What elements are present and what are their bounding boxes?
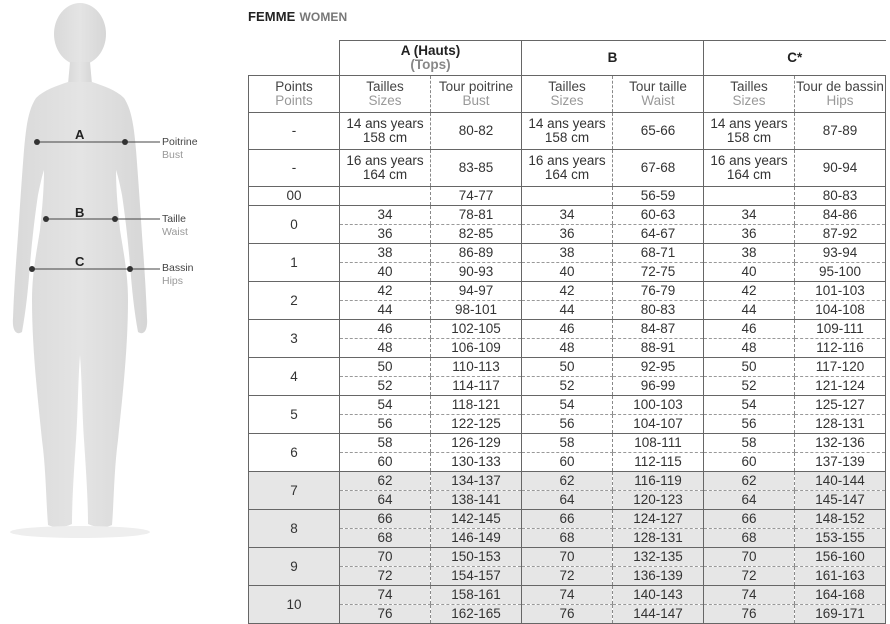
cell-bust: 126-129 [431,434,522,453]
cell-hips: 137-139 [795,453,886,472]
cell-bust: 130-133 [431,453,522,472]
cell-hips: 121-124 [795,377,886,396]
table-row [249,282,886,301]
cell-a-size [340,187,431,206]
cell-waist: 92-95 [613,358,704,377]
table-row [249,472,886,491]
cell-bust: 86-89 [431,244,522,263]
cell-points: - [249,113,340,150]
cell-waist: 68-71 [613,244,704,263]
cell-bust: 118-121 [431,396,522,415]
cell-bust: 162-165 [431,605,522,624]
cell-bust: 110-113 [431,358,522,377]
cell-waist: 67-68 [613,150,704,187]
cell-bust: 102-105 [431,320,522,339]
cell-b-size: 14 ans years 158 cm [522,113,613,150]
cell-a-size: 34 [340,206,431,225]
cell-c-size: 60 [704,453,795,472]
cell-b-size: 46 [522,320,613,339]
cell-c-size: 48 [704,339,795,358]
table-row [249,244,886,263]
cell-a-size: 76 [340,605,431,624]
group-header-blank [249,41,340,76]
cell-a-size: 72 [340,567,431,586]
cell-a-size: 50 [340,358,431,377]
cell-hips: 87-92 [795,225,886,244]
col-header-bust: Tour poitrine Bust [431,76,522,113]
table-row [249,225,886,244]
cell-waist: 136-139 [613,567,704,586]
cell-c-size: 72 [704,567,795,586]
cell-a-size: 44 [340,301,431,320]
cell-waist: 104-107 [613,415,704,434]
cell-waist: 72-75 [613,263,704,282]
cell-bust: 74-77 [431,187,522,206]
cell-waist: 60-63 [613,206,704,225]
table-row [249,415,886,434]
table-row [249,301,886,320]
cell-bust: 98-101 [431,301,522,320]
table-row [249,567,886,586]
cell-c-size: 52 [704,377,795,396]
cell-points: 00 [249,187,340,206]
cell-waist: 84-87 [613,320,704,339]
cell-c-size: 58 [704,434,795,453]
column-header-row [249,76,886,113]
cell-c-size: 38 [704,244,795,263]
cell-b-size: 70 [522,548,613,567]
cell-waist: 88-91 [613,339,704,358]
marker-waist [43,216,160,222]
label-waist-fr: Taille [162,213,186,225]
cell-hips: 169-171 [795,605,886,624]
cell-hips: 93-94 [795,244,886,263]
cell-hips: 140-144 [795,472,886,491]
cell-a-size: 66 [340,510,431,529]
cell-b-size: 64 [522,491,613,510]
label-hips-fr: Bassin [162,262,194,274]
cell-waist: 140-143 [613,586,704,605]
cell-b-size [522,187,613,206]
cell-a-size: 56 [340,415,431,434]
cell-b-size: 60 [522,453,613,472]
col-header-b-sizes: Tailles Sizes [522,76,613,113]
cell-waist: 108-111 [613,434,704,453]
table-row [249,358,886,377]
marker-letter-c: C [75,254,85,269]
table-row [249,605,886,624]
cell-c-size: 56 [704,415,795,434]
cell-b-size: 76 [522,605,613,624]
cell-waist: 120-123 [613,491,704,510]
table-row [249,586,886,605]
cell-bust: 158-161 [431,586,522,605]
cell-a-size: 62 [340,472,431,491]
cell-bust: 146-149 [431,529,522,548]
cell-waist: 116-119 [613,472,704,491]
cell-hips: 87-89 [795,113,886,150]
cell-c-size: 76 [704,605,795,624]
cell-c-size: 42 [704,282,795,301]
cell-hips: 132-136 [795,434,886,453]
cell-waist: 64-67 [613,225,704,244]
cell-b-size: 52 [522,377,613,396]
cell-bust: 82-85 [431,225,522,244]
col-header-waist: Tour taille Waist [613,76,704,113]
cell-b-size: 42 [522,282,613,301]
cell-c-size: 50 [704,358,795,377]
cell-c-size: 40 [704,263,795,282]
cell-c-size: 16 ans years 164 cm [704,150,795,187]
cell-a-size: 38 [340,244,431,263]
label-bust-fr: Poitrine [162,136,198,148]
col-header-hips: Tour de bassin Hips [795,76,886,113]
cell-a-size: 68 [340,529,431,548]
table-row [249,510,886,529]
cell-c-size: 14 ans years 158 cm [704,113,795,150]
cell-hips: 95-100 [795,263,886,282]
cell-c-size: 62 [704,472,795,491]
cell-a-size: 48 [340,339,431,358]
cell-bust: 106-109 [431,339,522,358]
cell-c-size: 44 [704,301,795,320]
table-row [249,491,886,510]
cell-c-size: 74 [704,586,795,605]
group-a-title: A (Hauts) [400,43,461,58]
cell-a-size: 46 [340,320,431,339]
measure-markers [0,0,240,613]
table-row [249,396,886,415]
table-row [249,434,886,453]
label-hips [162,262,194,288]
cell-waist: 100-103 [613,396,704,415]
cell-points: 4 [249,358,340,396]
cell-hips: 117-120 [795,358,886,377]
cell-hips: 101-103 [795,282,886,301]
col-header-c-sizes: Tailles Sizes [704,76,795,113]
cell-c-size: 68 [704,529,795,548]
cell-b-size: 38 [522,244,613,263]
cell-b-size: 50 [522,358,613,377]
cell-bust: 142-145 [431,510,522,529]
cell-waist: 124-127 [613,510,704,529]
cell-hips: 153-155 [795,529,886,548]
size-chart-table [248,40,886,624]
cell-a-size: 74 [340,586,431,605]
table-row [249,263,886,282]
cell-c-size: 64 [704,491,795,510]
marker-letter-a: A [75,127,85,142]
cell-bust: 83-85 [431,150,522,187]
cell-hips: 104-108 [795,301,886,320]
cell-waist: 128-131 [613,529,704,548]
cell-c-size [704,187,795,206]
label-bust [162,136,198,162]
cell-c-size: 34 [704,206,795,225]
label-hips-en: Hips [162,275,184,287]
cell-hips: 84-86 [795,206,886,225]
cell-points: 2 [249,282,340,320]
cell-b-size: 62 [522,472,613,491]
cell-hips: 125-127 [795,396,886,415]
cell-bust: 134-137 [431,472,522,491]
table-row [249,206,886,225]
cell-hips: 156-160 [795,548,886,567]
cell-hips: 161-163 [795,567,886,586]
cell-b-size: 56 [522,415,613,434]
table-row [249,529,886,548]
cell-hips: 128-131 [795,415,886,434]
cell-a-size: 58 [340,434,431,453]
cell-a-size: 14 ans years 158 cm [340,113,431,150]
cell-points: 3 [249,320,340,358]
cell-c-size: 54 [704,396,795,415]
marker-letter-b: B [75,205,85,220]
cell-bust: 94-97 [431,282,522,301]
cell-hips: 164-168 [795,586,886,605]
cell-bust: 78-81 [431,206,522,225]
cell-a-size: 60 [340,453,431,472]
cell-bust: 114-117 [431,377,522,396]
cell-b-size: 40 [522,263,613,282]
group-header-c: C* [704,41,886,76]
cell-b-size: 68 [522,529,613,548]
col-header-points: Points Points [249,76,340,113]
cell-points: 5 [249,396,340,434]
cell-waist: 56-59 [613,187,704,206]
cell-b-size: 44 [522,301,613,320]
cell-a-size: 70 [340,548,431,567]
cell-b-size: 54 [522,396,613,415]
col-header-a-sizes: Tailles Sizes [340,76,431,113]
table-row [249,453,886,472]
cell-hips: 112-116 [795,339,886,358]
cell-b-size: 36 [522,225,613,244]
table-row [249,339,886,358]
group-header-b: B [522,41,704,76]
cell-points: 8 [249,510,340,548]
cell-c-size: 70 [704,548,795,567]
cell-a-size: 42 [340,282,431,301]
cell-a-size: 52 [340,377,431,396]
cell-b-size: 72 [522,567,613,586]
label-bust-en: Bust [162,149,184,161]
group-a-subtitle: (Tops) [410,57,451,72]
marker-bust [34,139,160,145]
cell-waist: 65-66 [613,113,704,150]
cell-b-size: 66 [522,510,613,529]
cell-waist: 144-147 [613,605,704,624]
cell-b-size: 48 [522,339,613,358]
cell-a-size: 16 ans years 164 cm [340,150,431,187]
cell-waist: 132-135 [613,548,704,567]
cell-points: - [249,150,340,187]
page-title [248,9,347,24]
table-row [249,150,886,187]
cell-waist: 76-79 [613,282,704,301]
cell-hips: 148-152 [795,510,886,529]
cell-waist: 112-115 [613,453,704,472]
cell-points: 7 [249,472,340,510]
table-row [249,113,886,150]
label-waist-en: Waist [162,226,188,238]
cell-c-size: 36 [704,225,795,244]
cell-hips: 109-111 [795,320,886,339]
label-waist [162,213,188,239]
cell-waist: 80-83 [613,301,704,320]
cell-hips: 80-83 [795,187,886,206]
cell-c-size: 46 [704,320,795,339]
cell-hips: 145-147 [795,491,886,510]
title-fr: FEMME [248,9,296,24]
cell-bust: 80-82 [431,113,522,150]
cell-b-size: 34 [522,206,613,225]
table-row [249,377,886,396]
cell-b-size: 74 [522,586,613,605]
cell-a-size: 40 [340,263,431,282]
cell-bust: 122-125 [431,415,522,434]
marker-hips [29,266,160,272]
size-chart-body [249,113,886,624]
title-en: WOMEN [299,10,348,24]
cell-points: 1 [249,244,340,282]
cell-points: 6 [249,434,340,472]
cell-bust: 90-93 [431,263,522,282]
cell-hips: 90-94 [795,150,886,187]
group-header-row [249,41,886,76]
cell-bust: 154-157 [431,567,522,586]
cell-a-size: 64 [340,491,431,510]
cell-waist: 96-99 [613,377,704,396]
cell-b-size: 16 ans years 164 cm [522,150,613,187]
cell-points: 10 [249,586,340,624]
cell-c-size: 66 [704,510,795,529]
cell-bust: 138-141 [431,491,522,510]
cell-a-size: 36 [340,225,431,244]
cell-a-size: 54 [340,396,431,415]
cell-points: 9 [249,548,340,586]
table-row [249,548,886,567]
table-row [249,320,886,339]
cell-b-size: 58 [522,434,613,453]
cell-bust: 150-153 [431,548,522,567]
cell-points: 0 [249,206,340,244]
table-row [249,187,886,206]
group-header-a [340,41,522,76]
